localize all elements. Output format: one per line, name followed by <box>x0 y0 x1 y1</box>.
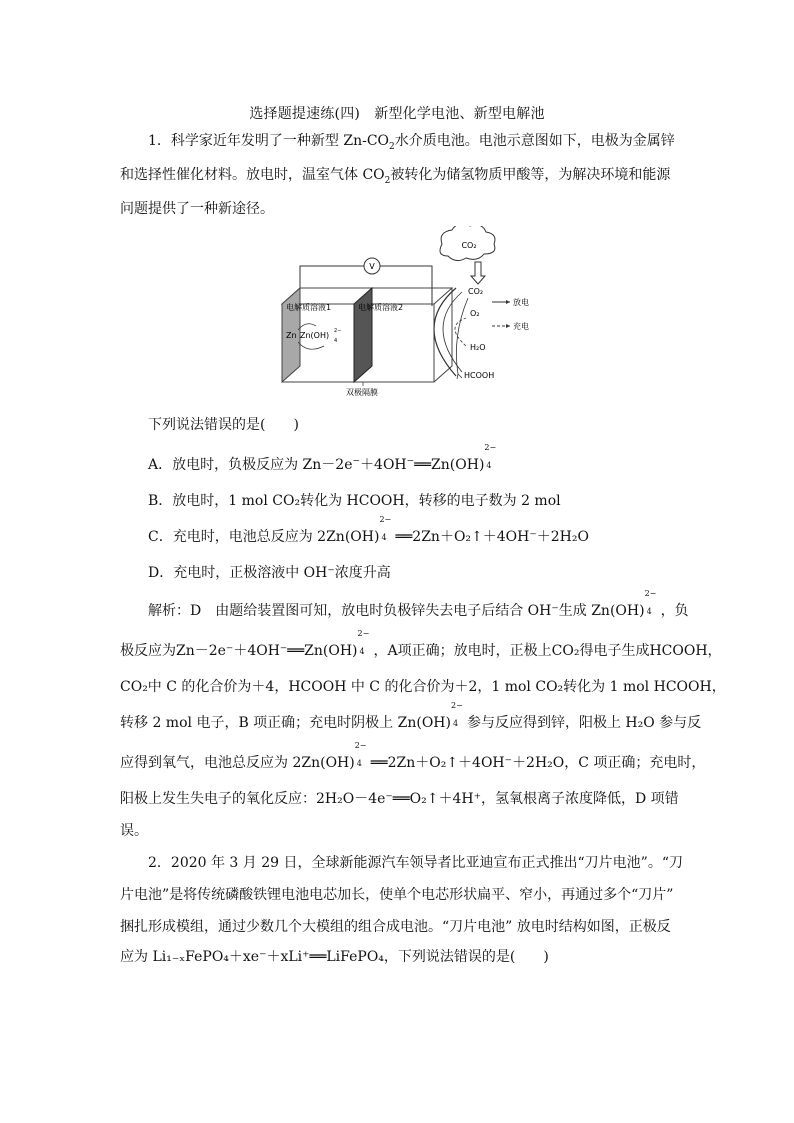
zincate-count: 4 <box>334 338 338 344</box>
electrolyte2-label: 电解质溶液2 <box>358 303 404 312</box>
analysis-line7: 误。 <box>120 823 148 839</box>
electrolyte1-label: 电解质溶液1 <box>286 303 332 312</box>
hollow-arrow-down-icon <box>471 262 485 284</box>
analysis-line1: 解析：D 由题给装置图可知，放电时负极锌失去电子后结合 OH⁻生成 Zn(OH) 2− 4 ，负 <box>148 589 689 619</box>
zn-label: Zn <box>286 331 297 340</box>
q1-option-a: A．放电时，负极反应为 Zn－2e−＋4OH−══Zn(OH) 2− 4 <box>148 443 497 473</box>
o2-label: O₂ <box>470 309 480 318</box>
q2-line1: 2．2020 年 3 月 29 日，全球新能源汽车领导者比亚迪宣布正式推出“刀片电池”。“刀 <box>148 855 683 871</box>
h2o-label: H₂O <box>470 343 486 352</box>
q2-line2: 片电池”是将传统磷酸铁锂电池电芯加长，使单个电芯形状扁平、窄小，再通过多个“刀片” <box>120 887 674 903</box>
membrane-label: 双极隔膜 <box>346 388 378 397</box>
zincate-label: Zn(OH) <box>300 331 330 340</box>
q1-intro-line1: 1．科学家近年发明了一种新型 $Zn-CO_2$水介质电池。电池示意图如下，电极为金属锌 <box>148 133 675 152</box>
analysis-line6: 阳极上发生失电子的氧化反应：2H₂O－4e⁻══O₂↑＋4H⁺，氢氧根离子浓度降低，D 项错 <box>120 791 679 807</box>
analysis-line5: 应得到氧气，电池总反应为 2Zn(OH) 2− 4 ══2Zn＋O₂↑＋4OH⁻＋2H₂O，C 项正确；充电时， <box>120 741 706 771</box>
co2-label: CO₂ <box>468 287 484 296</box>
q2-line4: 应为 Li₁₋ₓFePO₄＋xe⁻＋xLi⁺══LiFePO₄，下列说法错误的是( ) <box>120 949 549 965</box>
q1-intro-line3: 问题提供了一种新途径。 <box>120 201 274 217</box>
co2-cloud-label: CO₂ <box>461 241 477 250</box>
q1-option-c: C．充电时，电池总反应为 2Zn(OH) 2− 4 ══2Zn＋O₂↑＋4OH⁻＋2H₂O <box>148 515 589 545</box>
analysis-line3: CO₂中 C 的化合价为＋4，HCOOH 中 C 的化合价为＋2，1 mol CO₂转化为 1 mol HCOOH， <box>120 679 726 695</box>
voltmeter-label: V <box>369 262 375 271</box>
analysis-line4: 转移 2 mol 电子，B 项正确；充电时阴极上 Zn(OH) 2− 4 参与反应得到锌，阳极上 H₂O 参与反 <box>120 701 702 731</box>
battery-diagram <box>272 226 532 406</box>
q1-option-d: D．充电时，正极溶液中 OH⁻浓度升高 <box>148 565 391 581</box>
analysis-line2: 极反应为Zn－2e⁻＋4OH⁻══Zn(OH) 2− 4 ，A项正确；放电时，正极上CO₂得电子生成HCOOH， <box>120 629 722 659</box>
zincate-charge: 2− <box>334 328 342 334</box>
q1-stem: 下列说法错误的是( ) <box>148 417 299 433</box>
hcooh-label: HCOOH <box>464 371 495 380</box>
q1-intro-line2: 和选择性催化材料。放电时，温室气体 $CO_2$被转化为储氢物质甲酸等，为解决环境和能源 <box>120 167 671 186</box>
discharge-legend-label: 放电 <box>513 298 529 307</box>
q1-option-b: B．放电时，1 mol CO₂转化为 HCOOH，转移的电子数为 2 mol <box>148 493 561 509</box>
q2-line3: 捆扎形成模组，通过少数几个大模组的组合成电池。“刀片电池” 放电时结构如图，正极反 <box>120 919 671 935</box>
section-title: 选择题提速练(四) 新型化学电池、新型电解池 <box>249 106 545 122</box>
charge-legend-label: 充电 <box>513 322 529 331</box>
discharge-path <box>456 298 468 374</box>
